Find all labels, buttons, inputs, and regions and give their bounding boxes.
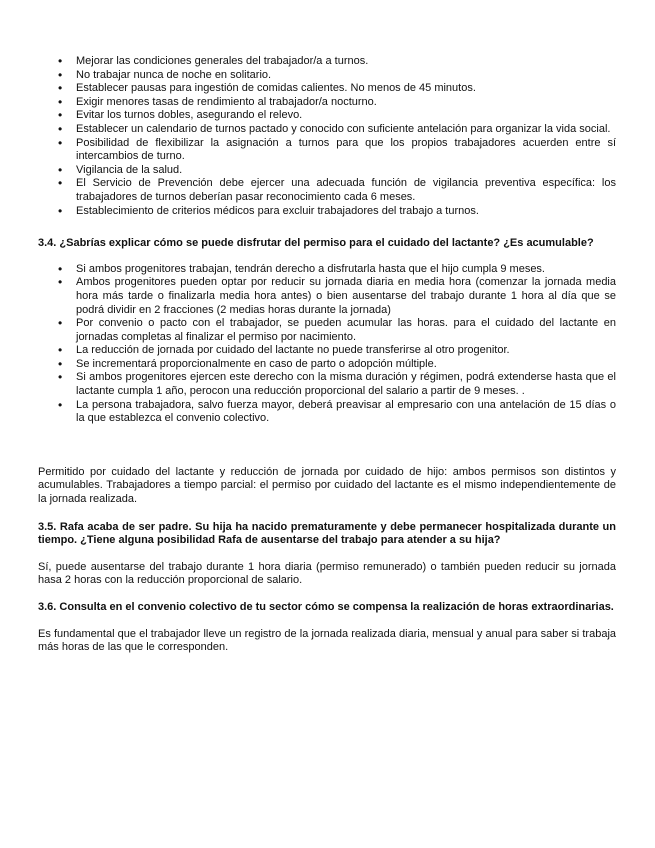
lactation-leave-list [58, 263, 616, 426]
question-3-5-heading: 3.5. Rafa acaba de ser padre. Su hija ha nacido prematuramente y debe permanecer hospitalizada durante un tiempo. ¿Tiene alguna posibilidad Rafa de ausentarse del trabajo para atender a su hija? [38, 520, 616, 547]
list-item: • Evitar los turnos dobles, asegurando el relevo. [58, 109, 616, 123]
list-item: • Establecimiento de criterios médicos para excluir trabajadores del trabajo a turnos. [58, 205, 616, 219]
list-item: • Vigilancia de la salud. [58, 164, 616, 178]
list-item: • Posibilidad de flexibilizar la asignación a turnos para que los propios trabajadores acuerden entre sí intercambios de turno. [58, 137, 616, 164]
list-item: • Establecer un calendario de turnos pactado y conocido con suficiente antelación para organizar la vida social. [58, 123, 616, 137]
list-item: • La reducción de jornada por cuidado del lactante no puede transferirse al otro progenitor. [58, 344, 616, 358]
lactation-note-paragraph: Permitido por cuidado del lactante y reducción de jornada por cuidado de hijo: ambos permisos son distintos y acumulables. Trabajadores a tiempo parcial: el permiso por cuidado del lactante es el mismo independientemente de la jornada realizada. [38, 465, 616, 506]
list-item: • Establecer pausas para ingestión de comidas calientes. No menos de 45 minutos. [58, 82, 616, 96]
list-item: • No trabajar nunca de noche en solitario. [58, 69, 616, 83]
list-item: • Si ambos progenitores trabajan, tendrán derecho a disfrutarla hasta que el hijo cumpla 9 meses. [58, 263, 616, 277]
list-item: • Por convenio o pacto con el trabajador, se pueden acumular las horas. para el cuidado del lactante en jornadas completas al finalizar el permiso por nacimiento. [58, 317, 616, 344]
list-item: • Ambos progenitores pueden optar por reducir su jornada diaria en media hora (comenzar la jornada media hora más tarde o finalizarla media hora antes) o bien ausentarse del trabajo durante 1 hora al día que se podrá dividir en 2 fracciones (2 medias horas durante la jornada) [58, 276, 616, 317]
list-item: • La persona trabajadora, salvo fuerza mayor, deberá preavisar al empresario con una antelación de 15 días o la que establezca el convenio colectivo. [58, 399, 616, 426]
list-item: • Se incrementará proporcionalmente en caso de parto o adopción múltiple. [58, 358, 616, 372]
question-3-4-heading: 3.4. ¿Sabrías explicar cómo se puede disfrutar del permiso para el cuidado del lactante? ¿Es acumulable? [38, 237, 594, 250]
question-3-6-heading: 3.6. Consulta en el convenio colectivo de tu sector cómo se compensa la realización de horas extraordinarias. [38, 601, 614, 613]
list-item: • Mejorar las condiciones generales del trabajador/a a turnos. [58, 55, 616, 69]
answer-3-5-paragraph: Sí, puede ausentarse del trabajo durante 1 hora diaria (permiso remunerado) o también pueden reducir su jornada hasa 2 horas con la reducción proporcional de salario. [38, 560, 616, 587]
answer-3-6-paragraph: Es fundamental que el trabajador lleve un registro de la jornada realizada diaria, mensual y anual para saber si trabaja más horas de las que le corresponden. [38, 627, 616, 654]
list-item: • Exigir menores tasas de rendimiento al trabajador/a nocturno. [58, 96, 616, 110]
shift-work-measures-list [58, 55, 616, 218]
document-content [38, 55, 616, 655]
list-item: • Si ambos progenitores ejercen este derecho con la misma duración y régimen, podrá extenderse hasta que el lactante cumpla 1 año, perocon una reducción proporcional del salario a partir de 9 meses. . [58, 371, 616, 398]
list-item: • El Servicio de Prevención debe ejercer una adecuada función de vigilancia preventiva específica: los trabajadores de turnos deberían pasar reconocimiento cada 6 meses. [58, 177, 616, 204]
